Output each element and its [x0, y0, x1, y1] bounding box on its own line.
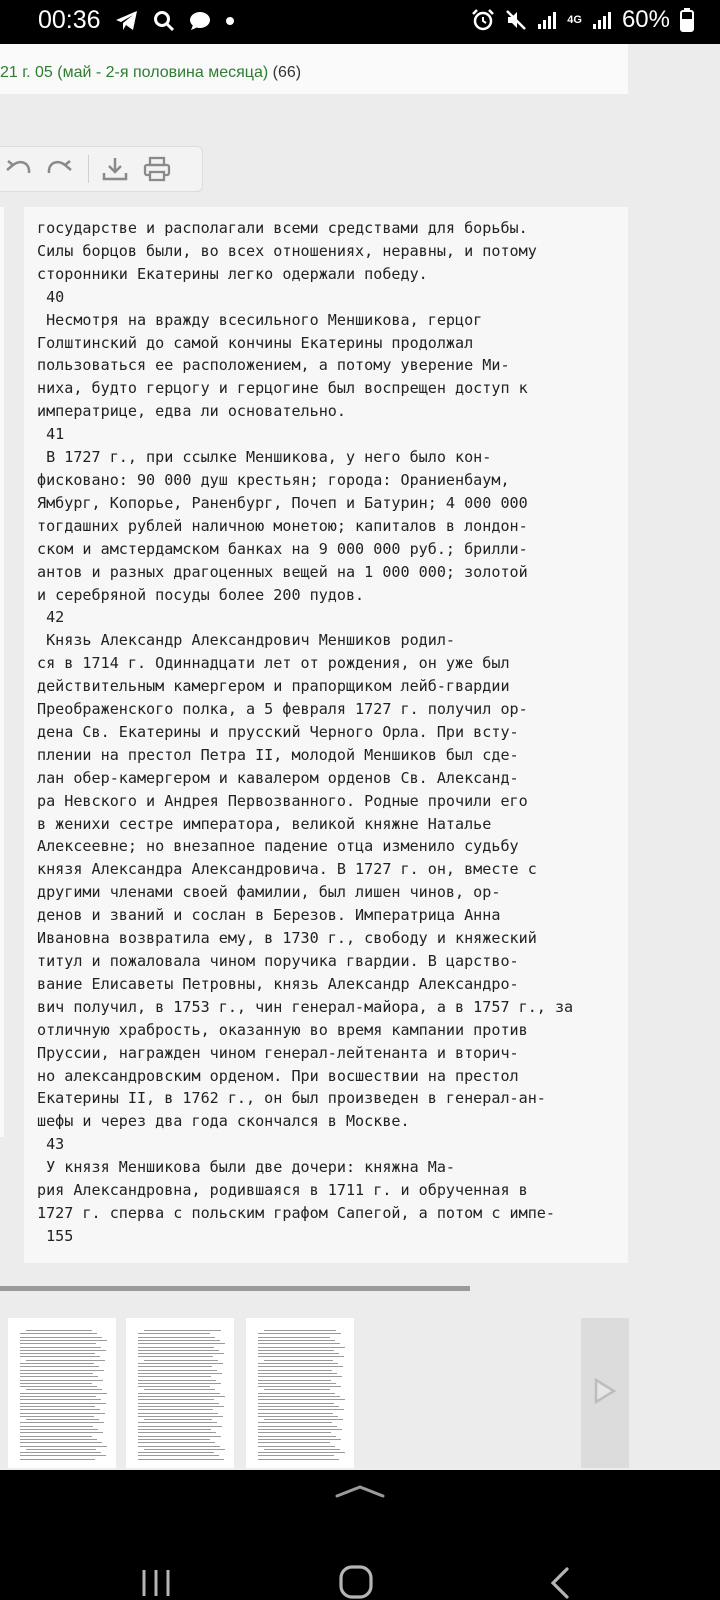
- text-line: Преображенского полка, а 5 февраля 1727 г. получил ор-: [37, 700, 528, 719]
- thumbnail-text-line: [20, 1340, 107, 1341]
- thumbnail-text-line: [258, 1432, 331, 1433]
- thumbnail-text-line: [258, 1422, 332, 1423]
- page-thumbnail-1[interactable]: [8, 1318, 116, 1468]
- thumbnail-text-line: [144, 1360, 218, 1361]
- text-line: в женихи сестре императора, великой княжне Наталье: [37, 814, 492, 833]
- text-line: Князь Александр Александрович Меншиков родил-: [37, 631, 456, 650]
- thumbnail-text-line: [258, 1363, 338, 1364]
- text-line: 41: [37, 425, 65, 444]
- text-line: Ямбург, Копорье, Раненбург, Почеп и Батурин; 4 000 000: [37, 493, 528, 512]
- thumbnail-text-line: [138, 1429, 211, 1430]
- thumbnail-text-line: [138, 1403, 219, 1404]
- thumbnail-text-line: [20, 1416, 94, 1417]
- thumbnail-text-line: [258, 1455, 334, 1456]
- thumbnail-text-line: [144, 1330, 221, 1331]
- thumbnail-text-line: [20, 1413, 105, 1414]
- thumbnail-text-line: [264, 1449, 340, 1450]
- thumbnail-text-line: [138, 1386, 210, 1387]
- page-thumbnail-2[interactable]: [126, 1318, 234, 1468]
- text-line: пользоваться ее расположением, а потому уверение Ми-: [37, 356, 510, 375]
- thumbnail-text-line: [20, 1432, 103, 1433]
- thumbnail-text-line: [258, 1343, 340, 1344]
- thumbnail-text-line: [138, 1446, 220, 1447]
- battery-percent: 60%: [621, 6, 670, 33]
- text-line: Пруссии, награжден чином генерал-лейтенанта и вторич-: [37, 1043, 519, 1062]
- thumbnail-text-line: [20, 1383, 92, 1384]
- thumbnail-text-line: [20, 1386, 97, 1387]
- chat-bubble-icon: [189, 11, 211, 31]
- thumbnail-text-line: [258, 1373, 337, 1374]
- play-arrow-icon: [593, 1378, 617, 1404]
- thumbnail-text-line: [258, 1337, 330, 1338]
- thumbnail-text-line: [20, 1350, 106, 1351]
- text-line: отличную храбрость, оказанную во время кампании против: [37, 1020, 528, 1039]
- thumbnail-text-line: [138, 1426, 222, 1427]
- undo-icon[interactable]: [4, 155, 34, 183]
- thumbnail-text-line: [258, 1446, 335, 1447]
- thumbnail-text-line: [258, 1452, 345, 1453]
- thumbnail-text-line: [138, 1383, 221, 1384]
- thumbnail-text-line: [258, 1429, 342, 1430]
- thumbnail-text-line: [258, 1370, 332, 1371]
- thumbnail-text-line: [138, 1343, 225, 1344]
- text-line: денов и званий и сослан в Березов. Императрица Анна: [37, 906, 501, 925]
- thumbnail-text-line: [138, 1363, 223, 1364]
- thumbnail-text-line: [20, 1363, 94, 1364]
- thumbnail-text-line: [20, 1422, 104, 1423]
- thumbnail-text-line: [20, 1380, 103, 1381]
- thumbnail-text-line: [258, 1353, 339, 1354]
- text-line: вание Елисаветы Петровны, князь Александр Александро-: [37, 974, 519, 993]
- text-line: фисковано: 90 000 душ крестьян; города: Ораниенбаум,: [37, 470, 510, 489]
- thumbnail-text-line: [144, 1389, 215, 1390]
- breadcrumb-count: (66): [272, 64, 302, 81]
- text-line: тогдашних рублей наличною монетою; капиталов в лондон-: [37, 516, 528, 535]
- viewer-toolbar: [0, 146, 203, 192]
- thumbnail-text-line: [138, 1370, 217, 1371]
- thumbnail-text-line: [258, 1350, 334, 1351]
- thumbnail-text-line: [26, 1330, 92, 1331]
- thumbnail-text-line: [20, 1337, 102, 1338]
- dot-icon: [225, 16, 235, 26]
- thumbnail-text-line: [258, 1376, 342, 1377]
- thumbnail-text-line: [138, 1436, 221, 1437]
- thumbnail-text-line: [26, 1449, 96, 1450]
- mute-icon: [505, 9, 527, 31]
- thumbnail-text-line: [138, 1366, 212, 1367]
- thumbnail-text-line: [20, 1439, 97, 1440]
- text-line: антов и разных драгоценных вещей на 1 000 000; золотой: [37, 562, 528, 581]
- thumbnail-text-line: [20, 1353, 95, 1354]
- thumbnail-text-line: [258, 1439, 341, 1440]
- thumbnail-text-line: [20, 1429, 98, 1430]
- thumbnail-text-line: [264, 1389, 330, 1390]
- thumbnail-text-line: [264, 1360, 333, 1361]
- previous-page-edge: [0, 207, 4, 1137]
- text-line: 40: [37, 287, 65, 306]
- thumbnail-text-line: [138, 1340, 220, 1341]
- thumbnail-text-line: [20, 1452, 101, 1453]
- thumbnail-text-line: [258, 1383, 336, 1384]
- thumbnail-text-line: [138, 1455, 219, 1456]
- thumbnail-text-line: [264, 1419, 343, 1420]
- thumbnail-text-line: [258, 1340, 335, 1341]
- thumbnail-text-line: [258, 1413, 333, 1414]
- thumbnail-text-line: [258, 1403, 334, 1404]
- home-icon[interactable]: [338, 1564, 374, 1600]
- thumbnail-text-line: [20, 1436, 92, 1437]
- thumbnail-text-line: [138, 1422, 217, 1423]
- thumbnail-text-line: [26, 1389, 102, 1390]
- thumbnail-text-line: [20, 1399, 101, 1400]
- thumbnail-text-line: [258, 1416, 338, 1417]
- thumbnail-text-line: [258, 1406, 339, 1407]
- network-type: 4G: [567, 13, 582, 26]
- text-line: но александровским орденом. При восшествии на престол: [37, 1066, 519, 1085]
- thumbnail-text-line: [138, 1413, 218, 1414]
- thumbnail-text-line: [20, 1343, 96, 1344]
- text-line: 155: [37, 1226, 74, 1245]
- page-thumbnail-3[interactable]: [246, 1318, 354, 1468]
- thumbnail-text-line: [138, 1376, 211, 1377]
- thumbnail-text-line: [258, 1366, 343, 1367]
- search-icon: [153, 10, 175, 32]
- thumbnail-text-line: [20, 1396, 96, 1397]
- thumbnail-text-line: [138, 1353, 224, 1354]
- thumbnail-text-line: [20, 1446, 107, 1447]
- thumbnail-text-line: [138, 1416, 223, 1417]
- thumbnail-text-line: [138, 1409, 213, 1410]
- breadcrumb: [0, 64, 301, 82]
- text-line: 43: [37, 1135, 65, 1154]
- thumbnail-text-line: [258, 1393, 335, 1394]
- thumbnail-text-line: [20, 1426, 93, 1427]
- redo-icon[interactable]: [44, 155, 74, 183]
- horizontal-scrollbar[interactable]: [0, 1286, 470, 1291]
- thumbnail-text-line: [258, 1380, 331, 1381]
- thumbnail-text-line: [20, 1409, 100, 1410]
- thumbnail-text-line: [258, 1347, 345, 1348]
- text-line: Екатерины II, в 1762 г., он был произведен в генерал-ан-: [37, 1089, 546, 1108]
- recent-apps-icon[interactable]: [140, 1568, 172, 1598]
- clock: 00:36: [38, 6, 101, 34]
- chevron-up-icon[interactable]: [335, 1484, 385, 1498]
- thumbnail-text-line: [20, 1347, 101, 1348]
- text-line: Алексеевне; но внезапное падение отца изменило судьбу: [37, 837, 519, 856]
- text-line: ра Невского и Андрея Первозванного. Родные прочили его: [37, 791, 528, 810]
- text-line: дена Св. Екатерины и прусский Черного Орла. При всту-: [37, 722, 519, 741]
- thumbnail-text-line: [20, 1459, 95, 1460]
- text-line: вич получил, в 1753 г., чин генерал-майора, а в 1757 г., за: [37, 997, 574, 1016]
- alarm-icon: [471, 8, 495, 32]
- telegram-icon: [115, 10, 139, 32]
- thumbnail-text-line: [258, 1356, 344, 1357]
- text-line: В 1727 г., при ссылке Меншикова, у него было кон-: [37, 448, 492, 467]
- toolbar-separator: [88, 155, 89, 183]
- text-line: Голштинский до самой кончины Екатерины продолжал: [37, 333, 474, 352]
- thumbnail-text-line: [144, 1419, 212, 1420]
- thumbnail-text-line: [138, 1356, 213, 1357]
- thumbnail-text-line: [138, 1337, 215, 1338]
- text-line: и серебряной посуды более 200 пудов.: [37, 585, 365, 604]
- text-line: лан обер-камергером и кавалером орденов Св. Александ-: [37, 768, 519, 787]
- breadcrumb-link[interactable]: 21 г. 05 (май - 2-я половина месяца): [0, 64, 269, 81]
- thumbnail-text-line: [26, 1360, 105, 1361]
- thumbnail-text-line: [258, 1396, 340, 1397]
- download-icon[interactable]: [100, 155, 130, 183]
- thumbnail-text-line: [138, 1333, 210, 1334]
- thumbnail-text-line: [138, 1373, 222, 1374]
- thumbnail-text-line: [20, 1333, 97, 1334]
- thumbnail-text-line: [264, 1330, 336, 1331]
- thumbnail-text-line: [20, 1393, 107, 1394]
- text-line: Ивановна возвратила ему, в 1730 г., свободу и княжеский: [37, 929, 537, 948]
- thumbnail-text-line: [138, 1393, 220, 1394]
- thumbnail-text-line: [20, 1442, 102, 1443]
- thumbnail-text-line: [258, 1409, 344, 1410]
- text-line: У князя Меншикова были две дочери: княжна Ма-: [37, 1158, 456, 1177]
- thumbnail-text-line: [20, 1356, 100, 1357]
- thumbnail-text-line: [258, 1333, 341, 1334]
- back-icon[interactable]: [548, 1566, 572, 1600]
- thumbnail-text-line: [138, 1432, 216, 1433]
- battery-icon: [680, 8, 694, 32]
- thumbnail-text-line: [20, 1376, 98, 1377]
- thumbnail-text-line: [20, 1366, 99, 1367]
- breadcrumb-bar: [0, 44, 628, 94]
- thumbnail-text-line: [138, 1442, 215, 1443]
- thumbnail-text-line: [258, 1442, 330, 1443]
- thumbnail-text-line: [20, 1455, 106, 1456]
- text-line: плении на престол Петра II, молодой Меншиков был сде-: [37, 745, 519, 764]
- thumbnail-text-line: [138, 1396, 225, 1397]
- page-text: [37, 217, 573, 1248]
- text-line: другими членами своей фамилии, был лишен чинов, ор-: [37, 883, 501, 902]
- text-line: рия Александровна, родившаяся в 1711 г. и обрученная в: [37, 1181, 528, 1200]
- signal-icon: [592, 10, 612, 30]
- text-line: 1727 г. сперва с польским графом Сапегой, а потом с импе-: [37, 1203, 555, 1222]
- thumbnail-next-button[interactable]: [581, 1318, 629, 1468]
- text-line: ниха, будто герцогу и герцогине был воспрещен доступ к: [37, 379, 528, 398]
- text-line: действительным камергером и прапорщиком лейб-гвардии: [37, 677, 510, 696]
- print-icon[interactable]: [142, 155, 172, 183]
- thumbnail-text-line: [20, 1403, 106, 1404]
- thumbnail-text-line: [258, 1399, 345, 1400]
- thumbnail-text-line: [138, 1459, 224, 1460]
- text-line: 42: [37, 608, 65, 627]
- thumbnail-text-line: [138, 1380, 216, 1381]
- thumbnail-text-line: [138, 1350, 219, 1351]
- text-line: Силы борцов были, во всех отношениях, неравны, и потому: [37, 241, 537, 260]
- signal-icon: [537, 10, 557, 30]
- thumbnail-text-line: [258, 1426, 337, 1427]
- thumbnail-text-line: [138, 1406, 224, 1407]
- text-line: государстве и располагали всеми средствами для борьбы.: [37, 219, 528, 237]
- thumbnail-text-line: [138, 1399, 214, 1400]
- thumbnail-text-line: [138, 1347, 214, 1348]
- text-line: Несмотря на вражду всесильного Меншикова, герцог: [37, 310, 483, 329]
- thumbnail-text-line: [20, 1406, 95, 1407]
- thumbnail-text-line: [138, 1452, 214, 1453]
- document-page: [24, 207, 628, 1263]
- status-bar: [0, 0, 720, 44]
- text-line: императрице, едва ли основательно.: [37, 402, 346, 421]
- text-line: князя Александра Александровича. В 1727 г. он, вместе с: [37, 860, 537, 879]
- thumbnail-text-line: [20, 1370, 104, 1371]
- thumbnail-text-line: [144, 1449, 225, 1450]
- text-line: сторонники Екатерины легко одержали победу.: [37, 264, 428, 283]
- text-line: титул и пожаловала чином поручика гвардии. В царство-: [37, 952, 519, 970]
- thumbnail-text-line: [138, 1439, 210, 1440]
- thumbnail-text-line: [258, 1386, 341, 1387]
- thumbnail-text-line: [20, 1373, 93, 1374]
- text-line: ском и амстердамском банках на 9 000 000 руб.; брилли-: [37, 539, 528, 558]
- text-line: шефы и через два года скончался в Москве.: [37, 1112, 410, 1131]
- text-line: ся в 1714 г. Одиннадцати лет от рождения, он уже был: [37, 654, 510, 673]
- thumbnail-text-line: [26, 1419, 99, 1420]
- thumbnail-text-line: [258, 1436, 336, 1437]
- thumbnail-text-line: [258, 1459, 339, 1460]
